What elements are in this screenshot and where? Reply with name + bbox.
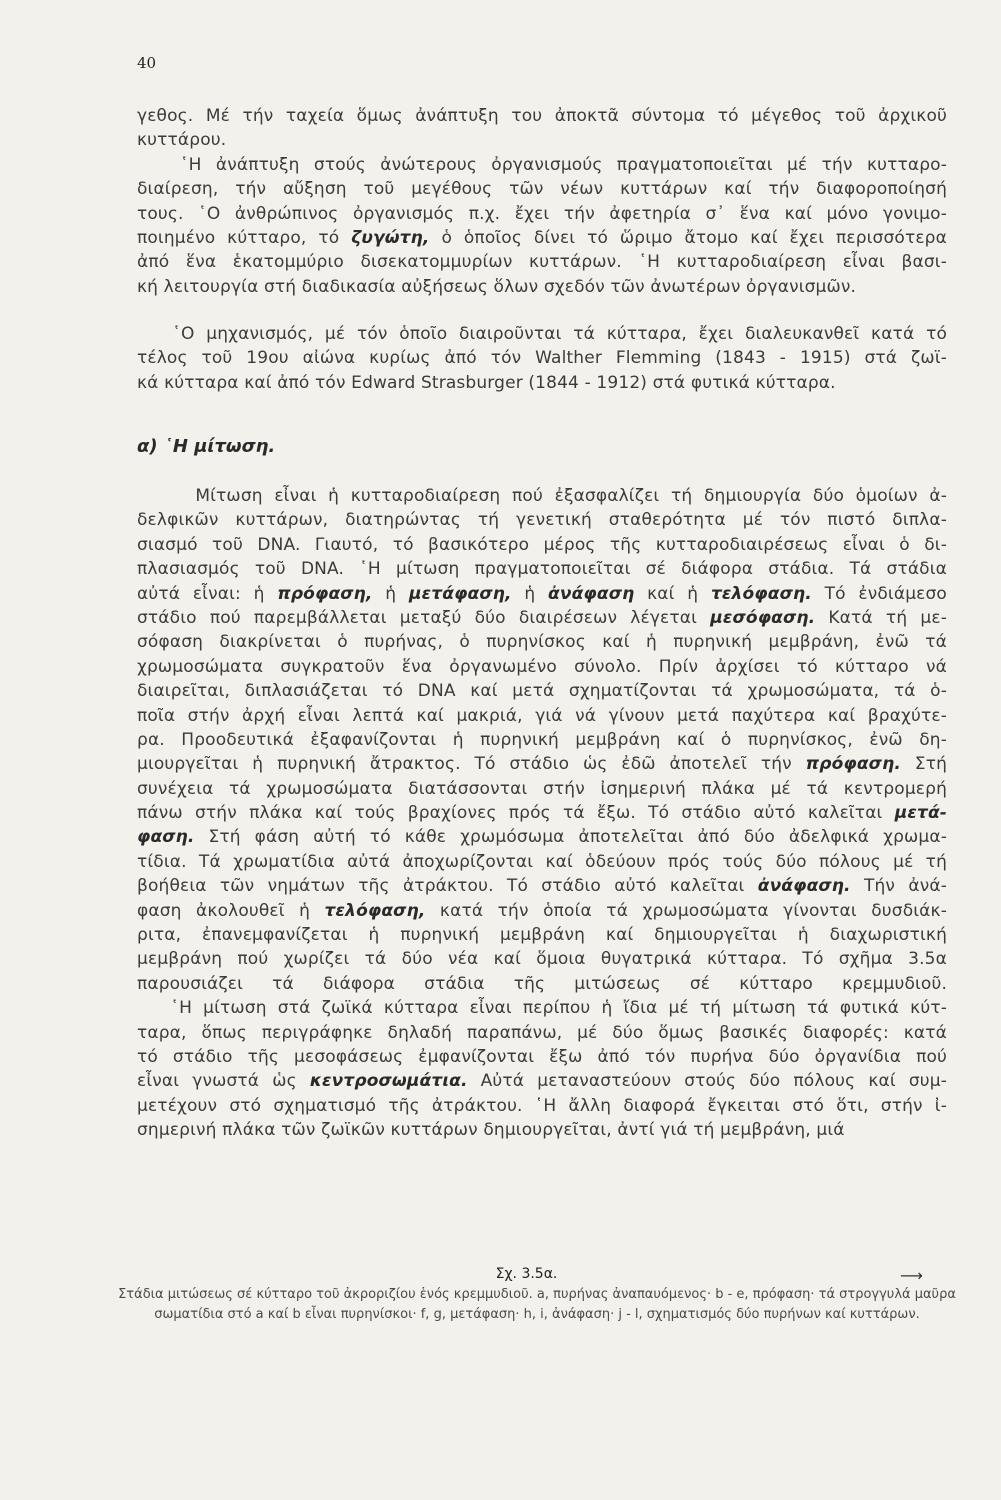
text-line: [137, 582, 947, 606]
paragraph-mitosis: [137, 484, 947, 1143]
emphasized-term: κεντροσωμάτια.: [309, 1071, 468, 1092]
text-line: [137, 947, 947, 971]
text-run: Τήν ἀνά-: [850, 876, 948, 897]
text-run: τέλος τοῦ 19ου αἰώνα κυρίως ἀπό τόν Walther Flemming (1843 - 1915) στά ζωϊ-: [137, 348, 947, 369]
text-line: [137, 704, 947, 728]
text-line: [137, 128, 947, 152]
figure-caption: Στάδια μιτώσεως σέ κύτταρο τοῦ ἀκροριζίου ἑνός κρεμμυδιοῦ. a, πυρήνας ἀναπαυόμενος· b - e, πρόφαση· τά στρογγυλά μαῦρα σωματίδια στό a καί b εἶναι πυρηνίσκοι· f, g, μετάφαση· h, i, ἀνάφαση· j - l, σχηματισμός δύο πυρήνων καί κυττάρων.: [118, 1287, 956, 1322]
text-line: [137, 346, 947, 370]
emphasized-term: μεσόφαση.: [710, 607, 816, 628]
text-line: [137, 801, 947, 825]
text-line: [137, 972, 947, 996]
text-run: Στή φάση αὐτή τό κάθε χρωμόσωμα ἀποτελεῖται ἀπό δύο ἀδελφικά χρωμα-: [194, 827, 947, 848]
text-run: κή λειτουργία στή διαδικασία αὐξήσεως ὅλων σχεδόν τῶν ἀνωτέρων ὀργανισμῶν.: [137, 276, 857, 297]
text-line: [137, 825, 947, 849]
text-run: ταρα, ὅπως περιγράφηκε δηλαδή παραπάνω, μέ δύο ὅμως βασικές διαφορές: κατά: [137, 1022, 947, 1043]
text-run: κατά τήν ὁποία τά χρωμοσώματα γίνονται δυσδιάκ-: [425, 900, 947, 921]
emphasized-term: ζυγώτη,: [351, 227, 430, 248]
emphasized-term: φαση.: [137, 827, 195, 848]
text-run: Τό ἐνδιάμεσο: [811, 583, 947, 604]
text-line: [137, 275, 947, 299]
emphasized-term: μετά-: [894, 803, 947, 824]
text-run: φαση ἀκολουθεῖ ἡ: [137, 900, 325, 921]
paragraph-growth: [137, 104, 947, 299]
section-heading: α) ῾Η μίτωση.: [137, 436, 276, 457]
text-line: [137, 1118, 947, 1142]
text-line: [137, 177, 947, 201]
text-run: πάνω στήν πλάκα καί τούς βραχίονες πρός τά ἔξω. Τό στάδιο αὐτό καλεῖται: [137, 803, 895, 824]
text-line: [137, 996, 947, 1020]
emphasized-term: μετάφαση,: [408, 583, 512, 604]
text-line: [137, 923, 947, 947]
text-run: Κατά τή με-: [815, 607, 947, 628]
text-run: χρωμοσώματα συγκρατοῦν ἕνα ὀργανωμένο σύνολο. Πρίν ἀρχίσει τό κύτταρο νά: [137, 656, 947, 677]
emphasized-term: πρόφαση.: [805, 754, 901, 775]
arrow-right-icon: ⟶: [900, 1266, 923, 1285]
text-run: Αὐτά μεταναστεύουν στούς δύο πόλους καί συμ-: [467, 1071, 947, 1092]
text-line: [137, 606, 947, 630]
text-run: ὁ ὁποῖος δίνει τό ὥριμο ἄτομο καί ἔχει περισσότερα: [429, 227, 947, 248]
text-run: ποῖα στήν ἀρχή εἶναι λεπτά καί μακριά, γιά νά γίνουν μετά παχύτερα καί βραχύτε-: [137, 705, 947, 726]
text-run: δελφικῶν κυττάρων, διατηρώντας τή γενετική σταθερότητα μέ τόν πιστό διπλα-: [137, 510, 947, 531]
text-run: καί ἡ: [634, 583, 711, 604]
text-run: ρα. Προοδευτικά ἐξαφανίζονται ἡ πυρηνική μεμβράνη καί ὁ πυρηνίσκος, ἐνῶ δη-: [137, 729, 947, 750]
page-number: 40: [137, 54, 157, 72]
text-line: [137, 153, 947, 177]
text-line: [137, 752, 947, 776]
text-run: ἡ: [372, 583, 409, 604]
text-run: σημερινή πλάκα τῶν ζωϊκῶν κυττάρων δημιουργεῖται, ἀντί γιά τή μεμβράνη, μιά: [137, 1120, 845, 1141]
text-run: κά κύτταρα καί ἀπό τόν Edward Strasburger (1844 - 1912) στά φυτικά κύτταρα.: [137, 372, 836, 393]
emphasized-term: τελόφαση.: [710, 583, 812, 604]
text-run: γεθος. Μέ τήν ταχεία ὅμως ἀνάπτυξη του ἀποκτᾶ σύντομα τό μέγεθος τοῦ ἀρχικοῦ: [137, 106, 947, 126]
emphasized-term: πρόφαση,: [277, 583, 373, 604]
text-run: διαιρεῖται, διπλασιάζεται τό DNA καί μετά σχηματίζονται τά χρωμοσώματα, τά ὁ-: [137, 681, 947, 702]
text-line: [137, 899, 947, 923]
text-line: [137, 1045, 947, 1069]
text-line: [137, 850, 947, 874]
text-line: [137, 371, 947, 395]
text-run: ἀπό ἕνα ἑκατομμύριο δισεκατομμυρίων κυττάρων. ῾Η κυτταροδιαίρεση εἶναι βασι-: [137, 252, 947, 273]
text-line: [137, 874, 947, 898]
text-line: [137, 533, 947, 557]
text-line: [137, 508, 947, 532]
text-line: [137, 557, 947, 581]
text-run: βοήθεια τῶν νημάτων τῆς ἀτράκτου. Τό στάδιο αὐτό καλεῖται: [137, 876, 758, 897]
text-run: ῾Ο μηχανισμός, μέ τόν ὁποῖο διαιροῦνται τά κύτταρα, ἔχει διαλευκανθεῖ κατά τό: [137, 324, 947, 344]
text-run: ἡ: [511, 583, 549, 604]
text-line: [137, 777, 947, 801]
text-run: εἶναι γνωστά ὡς: [137, 1071, 310, 1092]
text-line: [137, 728, 947, 752]
text-run: διαίρεση, τήν αὔξηση τοῦ μεγέθους τῶν νέων κυττάρων καί τήν διαφοροποίησή: [137, 179, 947, 200]
text-line: [137, 226, 947, 250]
emphasized-term: τελόφαση,: [324, 900, 426, 921]
emphasized-term: ἀνάφαση: [548, 583, 635, 604]
text-run: τίδια. Τά χρωματίδια αὐτά ἀποχωρίζονται καί ὁδεύουν πρός τούς δύο πόλους μέ τή: [137, 851, 947, 872]
text-run: αὐτά εἶναι: ἡ: [137, 583, 278, 604]
text-run: παρουσιάζει τά διάφορα στάδια τῆς μιτώσεως σέ κύτταρο κρεμμυδιοῦ.: [137, 973, 947, 994]
text-run: ποιημένο κύτταρο, τό: [137, 227, 352, 248]
text-run: συνέχεια τά χρωμοσώματα διατάσσονται στήν ἰσημερινή πλάκα μέ τά κεντρομερή: [137, 778, 947, 799]
text-run: Στή: [900, 754, 947, 775]
text-run: τό στάδιο τῆς μεσοφάσεως ἐμφανίζονται ἔξω ἀπό τόν πυρήνα δύο ὀργανίδια πού: [137, 1046, 947, 1067]
emphasized-term: ἀνάφαση.: [757, 876, 851, 897]
text-line: [137, 1021, 947, 1045]
text-run: σιασμό τοῦ DNA. Γιαυτό, τό βασικότερο μέρος τῆς κυτταροδιαιρέσεως εἶναι ὁ δι-: [137, 534, 947, 555]
text-line: [137, 630, 947, 654]
text-run: σόφαση διακρίνεται ὁ πυρήνας, ὁ πυρηνίσκος καί ἡ πυρηνική μεμβράνη, ἐνῶ τά: [137, 632, 947, 653]
text-line: [137, 322, 947, 346]
text-run: ῾Η ἀνάπτυξη στούς ἀνώτερους ὀργανισμούς πραγματοποιεῖται μέ τήν κυτταρο-: [137, 154, 947, 175]
text-line: [137, 484, 947, 508]
text-run: μετέχουν στό σχηματισμό τῆς ἀτράκτου. ῾Η ἄλλη διαφορά ἔγκειται στό ὅτι, στήν ἰ-: [137, 1095, 947, 1116]
text-run: στάδιο πού παρεμβάλλεται μεταξύ δύο διαιρέσεων λέγεται: [137, 607, 711, 628]
text-line: [137, 1094, 947, 1118]
text-line: [137, 1069, 947, 1093]
text-run: ριτα, ἐπανεμφανίζεται ἡ πυρηνική μεμβράνη καί δημιουργεῖται ἡ διαχωριστική: [137, 925, 947, 946]
text-run: μεμβράνη πού χωρίζει τά δύο νέα καί ὅμοια θυγατρικά κύτταρα. Τό σχῆμα 3.5α: [137, 949, 947, 970]
text-run: μιουργεῖται ἡ πυρηνική ἄτρακτος. Τό στάδιο ὡς ἐδῶ ἀποτελεῖ τήν: [137, 754, 806, 775]
text-line: [137, 679, 947, 703]
text-run: τους. ῾Ο ἀνθρώπινος ὀργανισμός π.χ. ἔχει τήν ἀφετηρία σ᾿ ἕνα καί μόνο γονιμο-: [137, 203, 947, 224]
text-run: Μίτωση εἶναι ἡ κυτταροδιαίρεση πού ἐξασφαλίζει τή δημιουργία δύο ὁμοίων ἀ-: [137, 486, 947, 506]
text-run: πλασιασμός τοῦ DNA. ῾Η μίτωση πραγματοποιεῖται σέ διάφορα στάδια. Τά στάδια: [137, 559, 947, 580]
text-line: [137, 202, 947, 226]
text-line: [137, 250, 947, 274]
text-run: κυττάρου.: [137, 130, 227, 151]
figure-label: Σχ. 3.5α.: [495, 1266, 558, 1282]
text-line: [137, 655, 947, 679]
paragraph-mechanism-history: [137, 322, 947, 395]
text-line: [137, 104, 947, 128]
text-run: ῾Η μίτωση στά ζωϊκά κύτταρα εἶναι περίπου ἡ ἴδια μέ τή μίτωση τά φυτικά κύτ-: [137, 998, 947, 1019]
